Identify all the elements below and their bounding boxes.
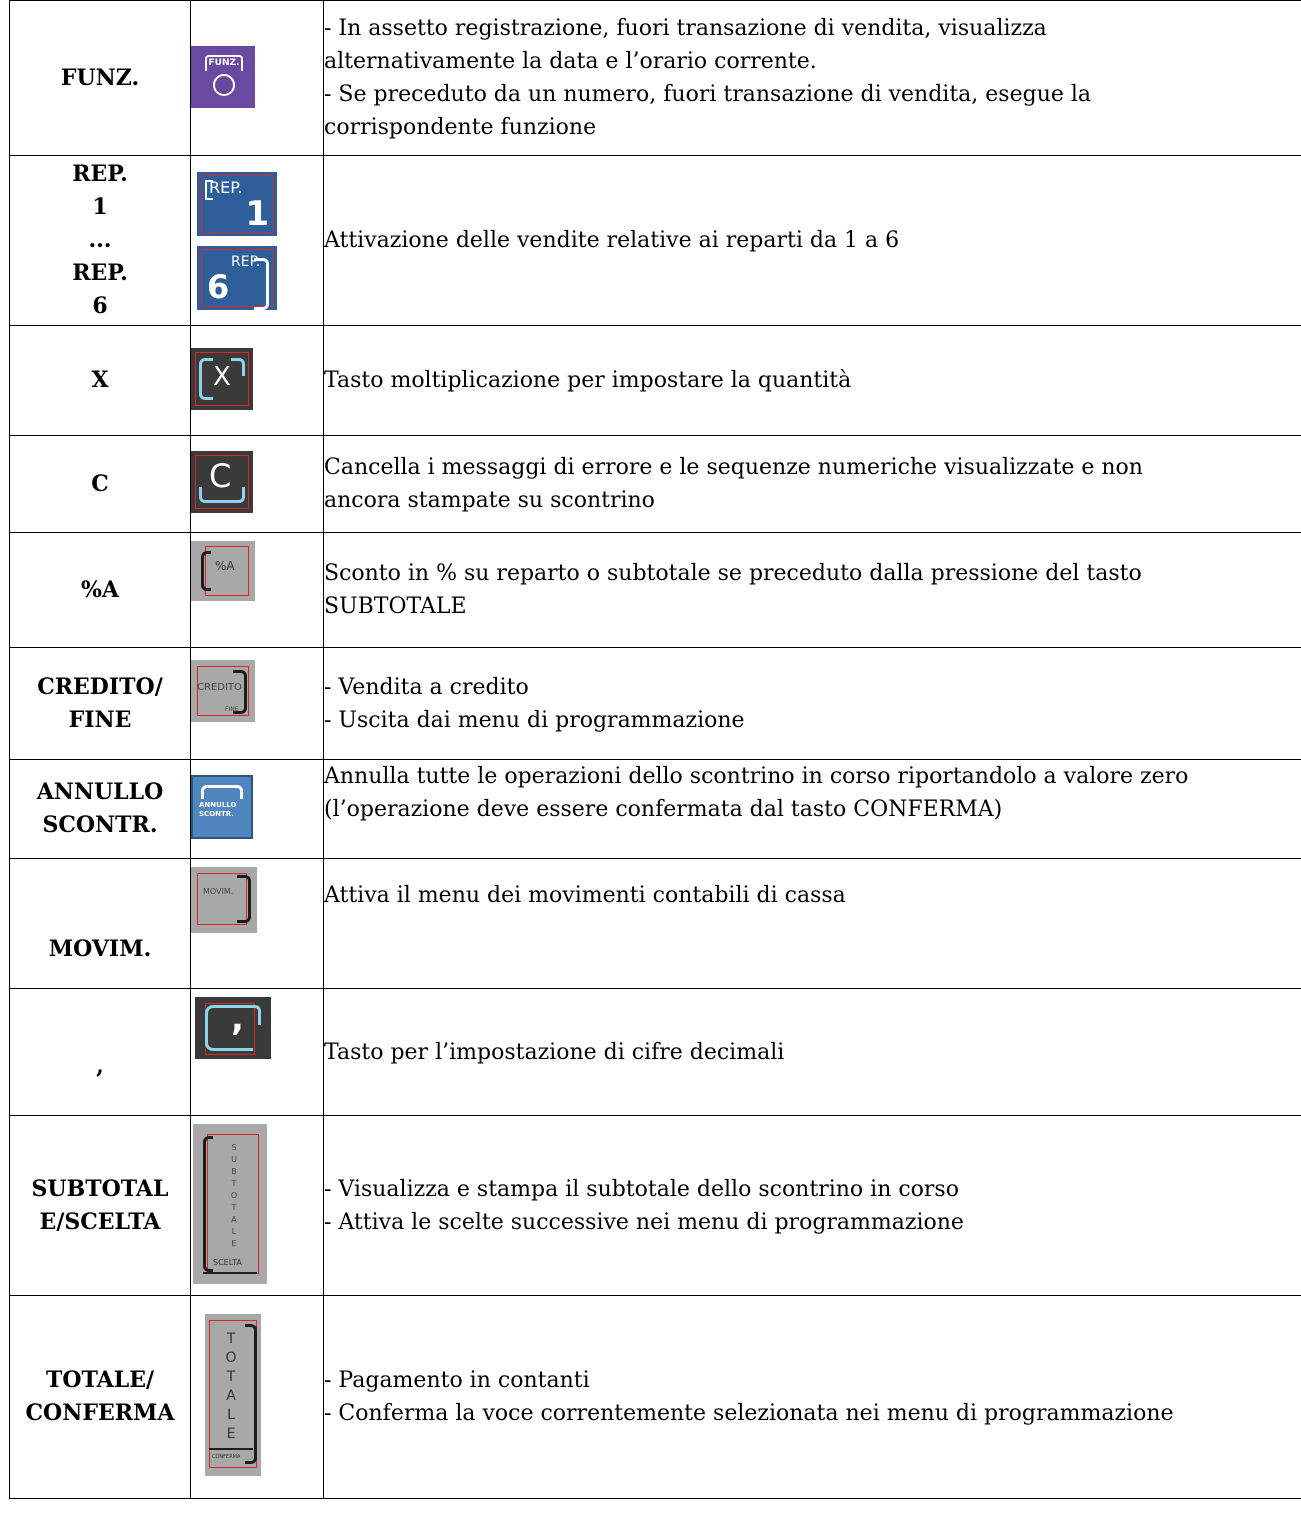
- key-icon-cell: [191, 533, 324, 648]
- table-row: [10, 533, 1301, 648]
- description-line: SUBTOTALE: [324, 594, 467, 619]
- vertical-letter: L: [231, 1226, 237, 1236]
- table-row: [10, 648, 1301, 760]
- vertical-letter: T: [226, 1331, 236, 1347]
- key-name: 1: [92, 194, 108, 220]
- key-name: MOVIM.: [48, 936, 152, 962]
- totale-key-icon: [205, 1314, 261, 1476]
- description-line: - Conferma la voce correntemente selezionata nei menu di programmazione: [324, 1401, 1174, 1426]
- vertical-letter: O: [225, 1350, 237, 1366]
- key-description-cell: [324, 859, 1301, 989]
- key-name: REP.: [72, 260, 128, 286]
- key-description-cell: [324, 989, 1301, 1116]
- description-line: (l’operazione deve essere confermata dal tasto CONFERMA): [324, 797, 1003, 822]
- multiply-key-icon: [191, 348, 253, 410]
- key-name: 6: [92, 293, 108, 319]
- key-icon-cell: [191, 1116, 324, 1296]
- rep-keys-icon: [197, 172, 323, 310]
- description-line: Attiva il menu dei movimenti contabili di cassa: [324, 883, 846, 908]
- key-name: ...: [88, 227, 112, 253]
- key-description-cell: [324, 326, 1301, 436]
- table-row: [10, 760, 1301, 859]
- key-description-cell: [324, 760, 1301, 859]
- scelta-key-label: SCELTA: [213, 1257, 242, 1267]
- key-name: X: [91, 367, 109, 393]
- key-name-cell: [10, 533, 191, 648]
- vertical-letter: E: [226, 1426, 236, 1442]
- vertical-letter: A: [231, 1214, 237, 1224]
- annullo-key-icon: [191, 775, 253, 839]
- bracket: [231, 358, 245, 376]
- bracket: [203, 1136, 213, 1272]
- vertical-letter: E: [231, 1238, 237, 1248]
- rep-6-number: 6: [207, 267, 230, 306]
- clear-key-icon: [191, 451, 253, 513]
- rep-1-key-icon: [197, 172, 277, 236]
- rep-6-label: REP.: [231, 253, 261, 270]
- key-name-cell: [10, 1116, 191, 1296]
- bracket: [201, 551, 211, 591]
- key-name: ,: [96, 1052, 104, 1079]
- vertical-letter: B: [231, 1166, 237, 1176]
- description-line: alternativamente la data e l’orario corrente.: [324, 49, 817, 74]
- description-line: - In assetto registrazione, fuori transazione di vendita, visualizza: [324, 16, 1047, 41]
- key-name: E/SCELTA: [39, 1208, 161, 1235]
- key-name-cell: [10, 760, 191, 859]
- key-icon-cell: [191, 760, 324, 859]
- movim-key-label: MOVIM.: [203, 887, 234, 896]
- table-row: [10, 326, 1301, 436]
- rep-6-key-icon: [197, 246, 277, 310]
- annullo-key-label: ANNULLO: [199, 801, 237, 809]
- subtotale-key-icon: [193, 1124, 267, 1284]
- key-name: C: [91, 470, 109, 497]
- vertical-letter: O: [230, 1190, 238, 1200]
- vertical-letter: T: [231, 1202, 237, 1212]
- key-name: FUNZ.: [60, 64, 140, 91]
- key-name-cell: [10, 436, 191, 533]
- key-icon-cell: [191, 648, 324, 760]
- vertical-letter: T: [231, 1178, 237, 1188]
- keys-table: [9, 0, 1301, 1499]
- bracket: [199, 358, 213, 400]
- description-line: Sconto in % su reparto o subtotale se preceduto dalla pressione del tasto: [324, 561, 1142, 586]
- rep-1-number: 1: [245, 193, 269, 234]
- key-icon-cell: [191, 1296, 324, 1499]
- funz-key-icon: [191, 46, 255, 108]
- description-line: Cancella i messaggi di errore e le sequenze numeriche visualizzate e non: [324, 455, 1143, 480]
- description-line: - Se preceduto da un numero, fuori transazione di vendita, esegue la: [324, 82, 1092, 107]
- description-line: - Vendita a credito: [324, 674, 529, 700]
- divider: [203, 1268, 257, 1274]
- description-line: Attivazione delle vendite relative ai reparti da 1 a 6: [324, 228, 900, 253]
- key-name: %A: [81, 576, 119, 603]
- key-description-cell: [324, 156, 1301, 326]
- totale-vertical-label: [225, 1330, 237, 1444]
- key-name-cell: [10, 1, 191, 156]
- credito-key-label: CREDITO: [197, 682, 242, 693]
- x-key-label: X: [213, 361, 231, 392]
- description-line: Tasto moltiplicazione per impostare la quantità: [324, 368, 852, 393]
- key-description-cell: [324, 436, 1301, 533]
- vertical-letter: U: [231, 1154, 237, 1164]
- c-key-label: C: [209, 457, 232, 495]
- key-icon-cell: [191, 326, 324, 436]
- table-row: [10, 859, 1301, 989]
- rep-1-label: REP.: [209, 177, 243, 197]
- key-name: CREDITO/: [37, 673, 163, 700]
- key-name-cell: [10, 326, 191, 436]
- key-name-cell: [10, 989, 191, 1116]
- bracket: [247, 1005, 261, 1025]
- key-name: TOTALE/: [45, 1367, 155, 1393]
- key-description-cell: [324, 1296, 1301, 1499]
- key-icon-cell: [191, 1, 324, 156]
- conferma-key-label: CONFERMA: [212, 1454, 241, 1460]
- discount-key-icon: [191, 541, 255, 601]
- movim-key-icon: [191, 867, 257, 933]
- bracket: [201, 785, 243, 799]
- key-name-cell: [10, 648, 191, 760]
- key-name: SUBTOTAL: [31, 1175, 169, 1202]
- key-name: CONFERMA: [25, 1400, 175, 1426]
- comma-key-label: ,: [231, 999, 244, 1039]
- vertical-letter: T: [226, 1369, 236, 1385]
- key-icon-cell: [191, 436, 324, 533]
- key-description-cell: [324, 1, 1301, 156]
- scontr-key-label: SCONTR.: [199, 810, 234, 818]
- table-row: [10, 989, 1301, 1116]
- key-name-cell: [10, 156, 191, 326]
- key-description-cell: [324, 533, 1301, 648]
- credito-key-icon: [191, 660, 255, 722]
- key-name-cell: [10, 859, 191, 989]
- pct-key-label: %A: [215, 559, 235, 573]
- key-description-cell: [324, 1116, 1301, 1296]
- bracket: [237, 875, 251, 923]
- description-line: corrispondente funzione: [324, 115, 597, 140]
- table-row: [10, 1, 1301, 156]
- key-icon-cell: [191, 156, 324, 326]
- table-row: [10, 156, 1301, 326]
- key-name-cell: [10, 1296, 191, 1499]
- clock-icon: [213, 74, 235, 96]
- subtotale-vertical-label: [229, 1142, 239, 1250]
- vertical-letter: S: [231, 1142, 237, 1152]
- table-row: [10, 1296, 1301, 1499]
- key-name: REP.: [72, 161, 128, 187]
- description-line: Tasto per l’impostazione di cifre decimali: [324, 1039, 785, 1065]
- table-row: [10, 1116, 1301, 1296]
- description-line: - Uscita dai menu di programmazione: [324, 707, 745, 733]
- key-icon-cell: [191, 859, 324, 989]
- description-line: - Attiva le scelte successive nei menu di programmazione: [324, 1209, 964, 1235]
- table-row: [10, 436, 1301, 533]
- comma-key-icon: [195, 997, 271, 1059]
- funz-key-label: FUNZ.: [205, 55, 243, 71]
- key-name: FINE: [68, 706, 132, 733]
- description-line: Annulla tutte le operazioni dello scontrino in corso riportandolo a valore zero: [324, 764, 1189, 789]
- vertical-letter: L: [227, 1407, 235, 1423]
- divider: [209, 1444, 253, 1450]
- key-icon-cell: [191, 989, 324, 1116]
- bracket: [245, 1324, 257, 1464]
- fine-key-label: FINE: [225, 706, 239, 713]
- description-line: - Visualizza e stampa il subtotale dello scontrino in corso: [324, 1176, 959, 1202]
- key-description-cell: [324, 648, 1301, 760]
- key-name: ANNULLO: [36, 779, 164, 805]
- description-line: - Pagamento in contanti: [324, 1368, 590, 1393]
- description-line: ancora stampate su scontrino: [324, 488, 655, 513]
- key-name: SCONTR.: [42, 812, 158, 838]
- vertical-letter: A: [226, 1388, 236, 1404]
- bracket: [205, 1005, 253, 1051]
